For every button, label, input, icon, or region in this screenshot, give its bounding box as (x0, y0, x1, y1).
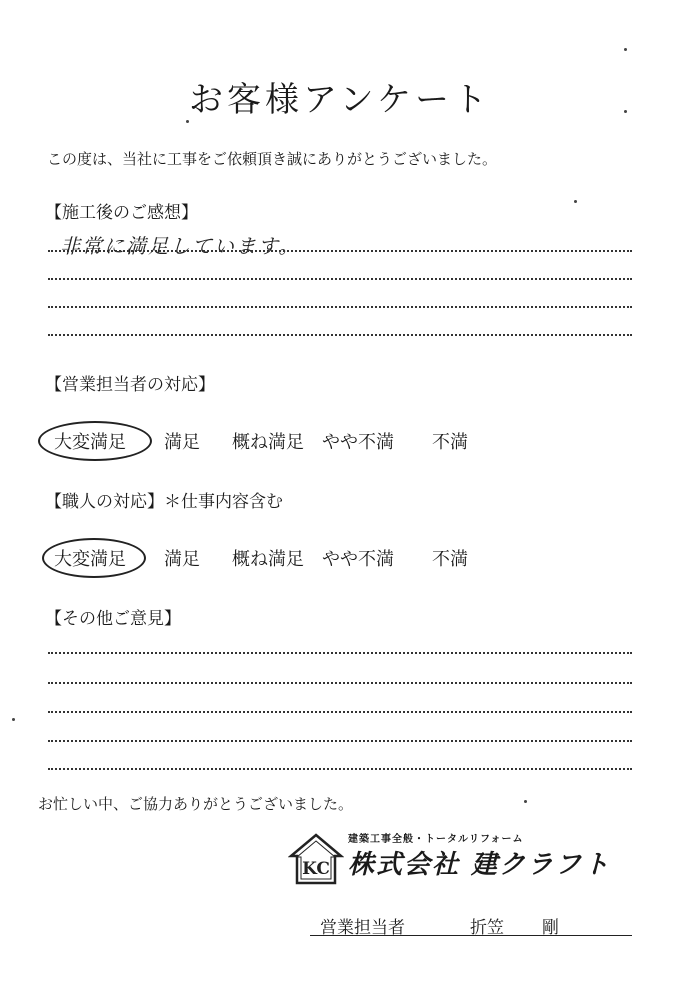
scan-speck (186, 120, 189, 123)
answer-line (48, 278, 632, 280)
impressions-heading: 【施工後のご感想】 (45, 203, 198, 223)
sales-rep-option-mostly-satisfied[interactable]: 概ね満足 (232, 432, 304, 453)
other-heading: 【その他ご意見】 (45, 609, 181, 629)
logo-company-name: 株式会社 建クラフト (348, 850, 612, 880)
signature-surname: 折笠 (470, 918, 504, 938)
handwritten-answer: 非常に満足しています。 (60, 234, 301, 258)
sales-rep-option-dissatisfied[interactable]: 不満 (432, 432, 468, 453)
sales-rep-heading: 【営業担当者の対応】 (45, 375, 215, 395)
comment-line (48, 711, 632, 713)
answer-line (48, 334, 632, 336)
intro-text: この度は、当社に工事をご依頼頂き誠にありがとうございました。 (47, 150, 498, 168)
scan-speck (624, 110, 627, 113)
scan-speck (524, 800, 527, 803)
scan-speck (624, 48, 627, 51)
company-logo (288, 830, 618, 888)
sales-rep-option-satisfied[interactable]: 満足 (164, 432, 200, 453)
signature-label: 営業担当者 (320, 918, 405, 938)
answer-line (48, 250, 632, 252)
scan-speck (574, 200, 577, 203)
craftsman-option-somewhat-dissatisfied[interactable]: やや不満 (322, 549, 394, 570)
sales-rep-option-very-satisfied[interactable]: 大変満足 (54, 432, 126, 453)
closing-text: お忙しい中、ご協力ありがとうございました。 (38, 795, 354, 813)
scan-speck (12, 718, 15, 721)
comment-line (48, 740, 632, 742)
sales-rep-option-somewhat-dissatisfied[interactable]: やや不満 (322, 432, 394, 453)
craftsman-heading: 【職人の対応】＊仕事内容含む (45, 492, 283, 512)
form-title: お客様アンケート (189, 80, 491, 120)
signature-underline (310, 935, 632, 936)
comment-line (48, 682, 632, 684)
craftsman-option-very-satisfied[interactable]: 大変満足 (54, 549, 126, 570)
answer-line (48, 306, 632, 308)
logo-mark: KC (302, 859, 330, 879)
craftsman-option-mostly-satisfied[interactable]: 概ね満足 (232, 549, 304, 570)
comment-line (48, 768, 632, 770)
logo-tagline: 建築工事全般・トータルリフォーム (348, 834, 524, 845)
craftsman-option-satisfied[interactable]: 満足 (164, 549, 200, 570)
house-logo-icon (288, 832, 344, 886)
signature-given-name: 剛 (542, 918, 559, 938)
comment-line (48, 652, 632, 654)
craftsman-option-dissatisfied[interactable]: 不満 (432, 549, 468, 570)
